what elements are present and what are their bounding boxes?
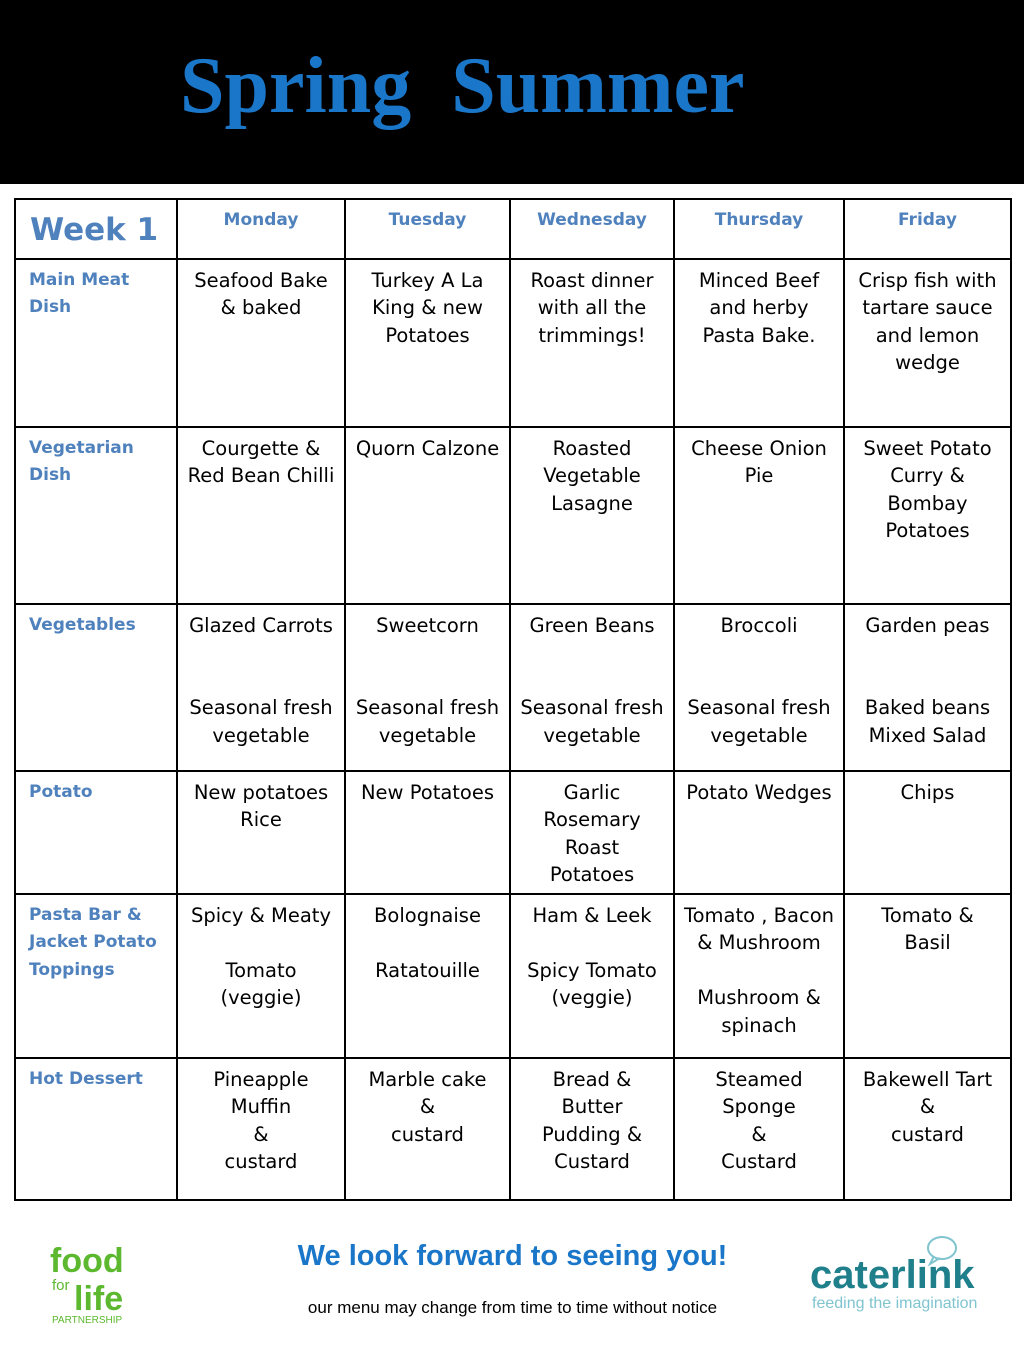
menu-item-line: Minced Beef <box>698 269 820 292</box>
menu-cell-hot-dessert-monday <box>177 1058 345 1200</box>
menu-cell-potato-wednesday <box>510 771 674 894</box>
menu-item-line <box>677 639 841 666</box>
footer-note: our menu may change from time to time without notice <box>307 1298 718 1317</box>
menu-item-line: Ratatouille <box>375 958 480 982</box>
menu-item-line: Seasonal fresh <box>520 696 664 720</box>
menu-cell-vegetarian-dish-monday <box>177 427 345 604</box>
menu-item-line: & <box>419 1095 436 1119</box>
menu-cell-vegetables-monday <box>177 604 345 771</box>
table-row-main-meat-dish <box>15 259 1011 427</box>
svg-text:PARTNERSHIP: PARTNERSHIP <box>52 1315 123 1326</box>
menu-item-line <box>677 957 841 984</box>
menu-item-line: Potatoes <box>549 863 635 887</box>
row-label-hot-dessert <box>15 1058 177 1200</box>
menu-item-line: Pasta Bake. <box>702 323 816 347</box>
menu-item-line: spinach <box>721 1013 797 1037</box>
menu-item-line: King & new <box>372 296 483 320</box>
menu-cell-main-meat-dish-tuesday <box>345 259 510 427</box>
menu-cell-hot-dessert-wednesday <box>510 1058 674 1200</box>
menu-item-line: Spicy & Meaty <box>191 904 331 927</box>
menu-item-line: Bombay <box>887 491 968 515</box>
menu-item-line: Red Bean Chilli <box>187 464 335 488</box>
table-row-potato <box>15 771 1011 894</box>
menu-item-line: Butter <box>561 1095 623 1119</box>
menu-item-line <box>513 929 671 956</box>
header-banner <box>0 0 1024 184</box>
menu-cell-vegetables-tuesday <box>345 604 510 771</box>
menu-item-line: Tomato <box>225 958 297 982</box>
menu-cell-vegetarian-dish-friday <box>844 427 1011 604</box>
menu-item-line: Garlic <box>563 781 621 804</box>
menu-item-line: Bakewell Tart <box>862 1068 993 1091</box>
menu-item-line: & <box>751 1122 767 1146</box>
menu-item-line: Sweetcorn <box>376 614 479 637</box>
menu-item-line: vegetable <box>212 723 310 747</box>
menu-item-line: Seasonal fresh <box>355 696 500 720</box>
menu-item-line: Basil <box>904 931 951 955</box>
table-row-vegetables <box>15 604 1011 771</box>
menu-item-line: custard <box>891 1122 964 1146</box>
menu-item-line: with all the <box>537 296 647 320</box>
menu-item-line <box>513 639 671 666</box>
table-header-row <box>15 199 1011 259</box>
menu-item-line: Chips <box>900 781 955 804</box>
menu-cell-pasta-bar-toppings-tuesday <box>345 894 510 1058</box>
menu-item-line: vegetable <box>378 723 477 747</box>
menu-cell-vegetables-wednesday <box>510 604 674 771</box>
menu-item-line: Potato Wedges <box>686 781 832 804</box>
caterlink-logo <box>808 1232 988 1316</box>
menu-item-line: Garden peas <box>865 614 990 637</box>
menu-item-line: & baked <box>220 296 302 320</box>
menu-cell-pasta-bar-toppings-friday <box>844 894 1011 1058</box>
row-label-line: Hot Dessert <box>29 1069 143 1089</box>
menu-cell-hot-dessert-thursday <box>674 1058 844 1200</box>
menu-item-line <box>180 929 342 956</box>
day-header-friday: Friday <box>844 199 1011 259</box>
food-for-life-logo <box>48 1242 140 1326</box>
menu-cell-vegetarian-dish-wednesday <box>510 427 674 604</box>
menu-item-line: (veggie) <box>551 986 633 1010</box>
menu-item-line: New potatoes <box>193 781 329 804</box>
menu-item-line: New Potatoes <box>360 781 495 804</box>
menu-item-line: Pineapple <box>213 1068 309 1091</box>
row-label-pasta-bar-toppings <box>15 894 177 1058</box>
menu-item-line: Custard <box>721 1150 797 1174</box>
menu-item-line: Pudding & <box>541 1122 643 1146</box>
menu-item-line: Mushroom & <box>697 986 821 1010</box>
menu-cell-main-meat-dish-friday <box>844 259 1011 427</box>
menu-item-line: Glazed Carrots <box>189 614 333 637</box>
row-label-main-meat-dish <box>15 259 177 427</box>
menu-item-line: & <box>253 1122 269 1146</box>
menu-item-line <box>677 667 841 694</box>
menu-item-line: Curry & <box>890 464 965 488</box>
menu-item-line: Baked beans <box>864 696 991 720</box>
menu-item-line: Rosemary <box>543 808 641 832</box>
page-title: Spring Summer <box>180 42 745 130</box>
menu-item-line: tartare sauce <box>862 296 993 320</box>
row-label-line: Vegetarian <box>29 438 134 458</box>
menu-item-line: Roasted <box>552 437 632 460</box>
menu-cell-pasta-bar-toppings-wednesday <box>510 894 674 1058</box>
week-label: Week 1 <box>15 199 177 259</box>
row-label-line: Toppings <box>29 959 115 980</box>
menu-item-line: Broccoli <box>720 614 798 637</box>
menu-item-line <box>513 667 671 694</box>
svg-text:food: food <box>50 1242 124 1280</box>
menu-item-line: Courgette & <box>201 437 321 460</box>
menu-item-line: Seasonal fresh <box>189 696 333 720</box>
menu-item-line: & Mushroom <box>697 931 821 955</box>
table-row-vegetarian-dish <box>15 427 1011 604</box>
menu-item-line: Custard <box>554 1150 630 1174</box>
row-label-line: Jacket Potato <box>29 932 157 953</box>
menu-item-line: custard <box>391 1122 464 1146</box>
menu-cell-potato-friday <box>844 771 1011 894</box>
menu-item-line: Tomato & <box>881 904 974 927</box>
row-label-line: Potato <box>29 782 93 802</box>
day-header-thursday: Thursday <box>674 199 844 259</box>
menu-cell-pasta-bar-toppings-monday <box>177 894 345 1058</box>
row-label-potato <box>15 771 177 894</box>
row-label-line: Dish <box>29 297 72 318</box>
svg-text:feeding the imagination: feeding the imagination <box>812 1295 978 1312</box>
menu-item-line: Potatoes <box>885 519 970 543</box>
menu-item-line: custard <box>224 1150 298 1174</box>
menu-item-line: and herby <box>709 296 809 320</box>
svg-text:life: life <box>74 1280 124 1318</box>
row-label-line: Vegetables <box>29 615 136 635</box>
menu-item-line: Muffin <box>230 1095 292 1119</box>
table-row-pasta-bar-toppings <box>15 894 1011 1058</box>
menu-item-line: Potatoes <box>385 323 470 347</box>
menu-item-line: Green Beans <box>529 614 655 637</box>
menu-item-line: Quorn Calzone <box>355 437 500 460</box>
svg-text:caterlink: caterlink <box>810 1253 975 1297</box>
menu-item-line: Bolognaise <box>374 904 481 927</box>
menu-item-line: Lasagne <box>551 491 633 515</box>
menu-item-line <box>847 667 1008 694</box>
menu-cell-vegetables-thursday <box>674 604 844 771</box>
menu-item-line: Roast <box>564 835 620 859</box>
row-label-line: Main Meat <box>29 270 130 290</box>
menu-item-line: wedge <box>895 351 960 375</box>
menu-item-line: Bread & <box>552 1068 632 1091</box>
menu-item-line <box>180 639 342 666</box>
menu-table <box>14 198 1012 1201</box>
menu-item-line: Vegetable <box>543 464 641 488</box>
menu-item-line: and lemon <box>875 323 980 347</box>
menu-item-line: Mixed Salad <box>868 723 987 747</box>
menu-item-line <box>847 639 1008 666</box>
menu-item-line: Steamed <box>715 1068 803 1091</box>
menu-cell-pasta-bar-toppings-thursday <box>674 894 844 1058</box>
menu-item-line <box>348 639 507 666</box>
row-label-line: Dish <box>29 465 72 486</box>
menu-item-line: Turkey A La <box>371 269 484 292</box>
menu-cell-potato-monday <box>177 771 345 894</box>
menu-cell-hot-dessert-friday <box>844 1058 1011 1200</box>
menu-item-line: Cheese Onion <box>691 437 827 460</box>
menu-item-line: & <box>919 1095 936 1119</box>
row-label-line: Pasta Bar & <box>29 905 142 925</box>
menu-cell-potato-tuesday <box>345 771 510 894</box>
menu-item-line: Marble cake <box>368 1068 487 1091</box>
menu-item-line <box>180 667 342 694</box>
menu-cell-main-meat-dish-thursday <box>674 259 844 427</box>
menu-item-line: vegetable <box>543 723 641 747</box>
menu-cell-main-meat-dish-monday <box>177 259 345 427</box>
row-label-vegetables <box>15 604 177 771</box>
menu-item-line: Rice <box>240 808 282 832</box>
day-header-tuesday: Tuesday <box>345 199 510 259</box>
menu-item-line: vegetable <box>710 723 808 747</box>
menu-item-line: trimmings! <box>538 323 646 347</box>
menu-item-line: Tomato , Bacon <box>684 904 834 927</box>
menu-cell-vegetarian-dish-tuesday <box>345 427 510 604</box>
menu-cell-vegetarian-dish-thursday <box>674 427 844 604</box>
menu-item-line: Seafood Bake <box>194 269 328 292</box>
menu-item-line: Sweet Potato <box>863 437 992 460</box>
menu-cell-main-meat-dish-wednesday <box>510 259 674 427</box>
menu-item-line: (veggie) <box>220 986 302 1010</box>
menu-cell-hot-dessert-tuesday <box>345 1058 510 1200</box>
day-header-monday: Monday <box>177 199 345 259</box>
row-label-vegetarian-dish <box>15 427 177 604</box>
table-row-hot-dessert <box>15 1058 1011 1200</box>
menu-cell-vegetables-friday <box>844 604 1011 771</box>
menu-item-line: Roast dinner <box>530 269 654 292</box>
menu-item-line <box>348 667 507 694</box>
menu-item-line: Seasonal fresh <box>687 696 831 720</box>
day-header-wednesday: Wednesday <box>510 199 674 259</box>
menu-item-line <box>348 929 507 956</box>
menu-item-line: Sponge <box>722 1095 796 1119</box>
menu-item-line: Crisp fish with <box>858 269 997 292</box>
svg-text:for: for <box>52 1277 70 1294</box>
menu-cell-potato-thursday <box>674 771 844 894</box>
menu-item-line: Ham & Leek <box>532 904 652 927</box>
menu-item-line: Spicy Tomato <box>527 958 657 982</box>
menu-item-line: Pie <box>744 464 774 488</box>
footer-tagline: We look forward to seeing you! <box>297 1240 728 1272</box>
